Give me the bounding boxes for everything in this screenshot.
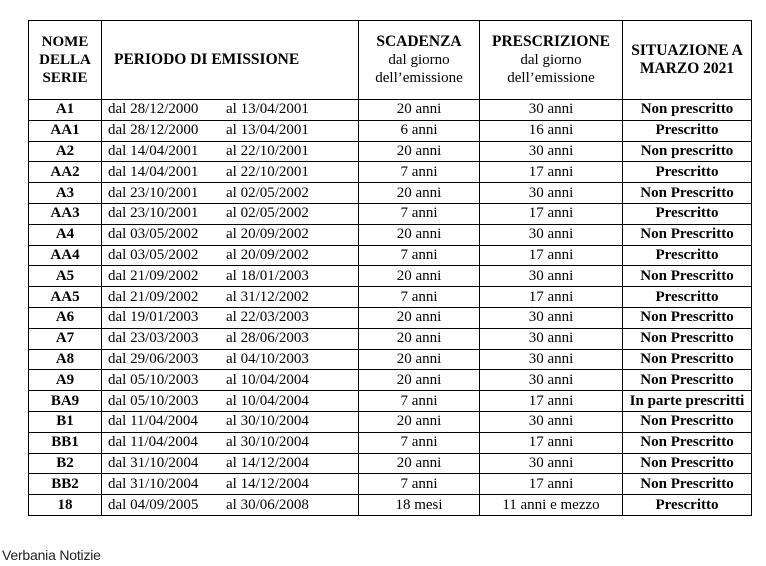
cell-periodo-dal: dal 04/09/2005 [108, 496, 199, 513]
cell-prescrizione: 17 anni [480, 432, 623, 453]
cell-serie: AA4 [29, 245, 102, 266]
cell-scadenza: 20 anni [359, 453, 480, 474]
cell-periodo-al: al 14/12/2004 [226, 454, 309, 471]
cell-periodo [102, 495, 359, 516]
cell-prescrizione: 16 anni [480, 120, 623, 141]
cell-periodo-dal: dal 28/12/2000 [108, 101, 199, 118]
cell-situazione: In parte prescritti [623, 391, 752, 412]
cell-periodo [102, 370, 359, 391]
cell-periodo [102, 224, 359, 245]
table-row [29, 266, 752, 287]
cell-scadenza: 20 anni [359, 266, 480, 287]
cell-prescrizione: 17 anni [480, 162, 623, 183]
cell-periodo-dal: dal 23/10/2001 [108, 205, 199, 222]
cell-situazione: Non Prescritto [623, 411, 752, 432]
table-row [29, 224, 752, 245]
cell-periodo [102, 453, 359, 474]
header-row [29, 21, 752, 100]
cell-periodo [102, 307, 359, 328]
cell-periodo-al: al 30/06/2008 [226, 496, 309, 513]
header-situazione-line-2: MARZO 2021 [639, 60, 735, 77]
header-situazione [623, 21, 752, 100]
cell-scadenza: 20 anni [359, 183, 480, 204]
cell-scadenza: 18 mesi [359, 495, 480, 516]
table-row [29, 370, 752, 391]
cell-serie: AA1 [29, 120, 102, 141]
cell-situazione: Prescritto [623, 120, 752, 141]
cell-scadenza: 20 anni [359, 328, 480, 349]
cell-periodo [102, 203, 359, 224]
cell-prescrizione: 30 anni [480, 328, 623, 349]
table-row [29, 411, 752, 432]
cell-serie: B1 [29, 411, 102, 432]
cell-periodo [102, 432, 359, 453]
cell-periodo-al: al 22/03/2003 [226, 309, 309, 326]
cell-periodo-dal: dal 11/04/2004 [108, 413, 198, 430]
table-row [29, 287, 752, 308]
cell-situazione: Non Prescritto [623, 432, 752, 453]
table-row [29, 432, 752, 453]
cell-situazione: Non Prescritto [623, 307, 752, 328]
cell-serie: AA5 [29, 287, 102, 308]
cell-periodo-al: al 13/04/2001 [226, 101, 309, 118]
cell-serie: A3 [29, 183, 102, 204]
table-header [29, 21, 752, 100]
cell-periodo-al: al 02/05/2002 [226, 205, 309, 222]
cell-periodo [102, 162, 359, 183]
cell-prescrizione: 30 anni [480, 307, 623, 328]
cell-scadenza: 7 anni [359, 245, 480, 266]
cell-periodo-dal: dal 23/10/2001 [108, 184, 199, 201]
cell-periodo [102, 141, 359, 162]
table-row [29, 141, 752, 162]
cell-situazione: Prescritto [623, 287, 752, 308]
cell-prescrizione: 17 anni [480, 287, 623, 308]
cell-periodo [102, 183, 359, 204]
cell-serie: AA2 [29, 162, 102, 183]
cell-periodo-dal: dal 11/04/2004 [108, 434, 198, 451]
header-periodo: PERIODO DI EMISSIONE [102, 21, 359, 100]
cell-periodo-dal: dal 28/12/2000 [108, 122, 199, 139]
cell-scadenza: 20 anni [359, 411, 480, 432]
cell-periodo [102, 349, 359, 370]
cell-situazione: Non Prescritto [623, 328, 752, 349]
cell-serie: 18 [29, 495, 102, 516]
cell-periodo-dal: dal 21/09/2002 [108, 267, 199, 284]
table-row [29, 391, 752, 412]
table-row [29, 162, 752, 183]
cell-periodo [102, 474, 359, 495]
cell-periodo-al: al 10/04/2004 [226, 392, 309, 409]
table-row [29, 328, 752, 349]
cell-prescrizione: 30 anni [480, 349, 623, 370]
cell-periodo-dal: dal 05/10/2003 [108, 371, 199, 388]
cell-periodo-al: al 30/10/2004 [226, 413, 309, 430]
cell-periodo-dal: dal 14/04/2001 [108, 142, 199, 159]
cell-periodo-dal: dal 19/01/2003 [108, 309, 199, 326]
bond-series-table [28, 20, 752, 516]
cell-serie: A7 [29, 328, 102, 349]
header-prescrizione [480, 21, 623, 100]
table-row [29, 245, 752, 266]
table-row [29, 120, 752, 141]
table-row [29, 453, 752, 474]
cell-situazione: Non Prescritto [623, 266, 752, 287]
cell-periodo-al: al 22/10/2001 [226, 142, 309, 159]
cell-periodo-dal: dal 31/10/2004 [108, 454, 199, 471]
cell-scadenza: 20 anni [359, 307, 480, 328]
cell-periodo [102, 328, 359, 349]
table-row [29, 474, 752, 495]
cell-periodo-al: al 20/09/2002 [226, 226, 309, 243]
cell-periodo [102, 391, 359, 412]
cell-scadenza: 7 anni [359, 203, 480, 224]
cell-serie: A8 [29, 349, 102, 370]
cell-serie: BB2 [29, 474, 102, 495]
cell-periodo-dal: dal 29/06/2003 [108, 350, 199, 367]
cell-periodo-al: al 10/04/2004 [226, 371, 309, 388]
cell-serie: BB1 [29, 432, 102, 453]
cell-periodo-al: al 18/01/2003 [226, 267, 309, 284]
cell-periodo-al: al 14/12/2004 [226, 475, 309, 492]
cell-situazione: Prescritto [623, 162, 752, 183]
cell-periodo-al: al 31/12/2002 [226, 288, 309, 305]
cell-situazione: Non Prescritto [623, 349, 752, 370]
cell-serie: A1 [29, 100, 102, 121]
cell-prescrizione: 30 anni [480, 141, 623, 162]
header-nome-serie [29, 21, 102, 100]
header-scadenza [359, 21, 480, 100]
cell-serie: B2 [29, 453, 102, 474]
cell-prescrizione: 17 anni [480, 391, 623, 412]
cell-prescrizione: 30 anni [480, 183, 623, 204]
cell-scadenza: 20 anni [359, 141, 480, 162]
cell-serie: A4 [29, 224, 102, 245]
header-prescrizione-sub-2: dell’emissione [507, 70, 595, 86]
cell-serie: A5 [29, 266, 102, 287]
table-row [29, 183, 752, 204]
cell-situazione: Non Prescritto [623, 474, 752, 495]
cell-periodo [102, 266, 359, 287]
cell-scadenza: 20 anni [359, 349, 480, 370]
cell-scadenza: 7 anni [359, 391, 480, 412]
table-row [29, 100, 752, 121]
cell-scadenza: 20 anni [359, 224, 480, 245]
cell-prescrizione: 30 anni [480, 370, 623, 391]
cell-periodo-dal: dal 03/05/2002 [108, 246, 199, 263]
cell-periodo-dal: dal 03/05/2002 [108, 226, 199, 243]
cell-periodo-al: al 22/10/2001 [226, 163, 309, 180]
cell-situazione: Non Prescritto [623, 370, 752, 391]
cell-prescrizione: 30 anni [480, 453, 623, 474]
cell-periodo-dal: dal 05/10/2003 [108, 392, 199, 409]
header-nome-line-1: NOME [41, 34, 89, 50]
cell-prescrizione: 17 anni [480, 203, 623, 224]
cell-situazione: Non Prescritto [623, 453, 752, 474]
cell-serie: A6 [29, 307, 102, 328]
cell-serie: AA3 [29, 203, 102, 224]
table-row [29, 203, 752, 224]
cell-periodo [102, 100, 359, 121]
cell-situazione: Non prescritto [623, 141, 752, 162]
table-row [29, 307, 752, 328]
table-row [29, 349, 752, 370]
cell-prescrizione: 30 anni [480, 100, 623, 121]
cell-prescrizione: 30 anni [480, 266, 623, 287]
cell-periodo-al: al 13/04/2001 [226, 122, 309, 139]
cell-periodo-dal: dal 23/03/2003 [108, 330, 199, 347]
header-nome-line-3: SERIE [42, 70, 88, 86]
cell-serie: A9 [29, 370, 102, 391]
cell-situazione: Non prescritto [623, 100, 752, 121]
table-body [29, 100, 752, 516]
header-nome-line-2: DELLA [39, 52, 91, 68]
cell-periodo [102, 411, 359, 432]
cell-prescrizione: 17 anni [480, 474, 623, 495]
cell-serie: A2 [29, 141, 102, 162]
header-prescrizione-sub-1: dal giorno [520, 52, 582, 68]
cell-scadenza: 7 anni [359, 162, 480, 183]
cell-situazione: Prescritto [623, 245, 752, 266]
cell-scadenza: 7 anni [359, 287, 480, 308]
cell-scadenza: 20 anni [359, 100, 480, 121]
footer-credit: Verbania Notizie [2, 547, 101, 563]
cell-scadenza: 7 anni [359, 432, 480, 453]
cell-periodo [102, 287, 359, 308]
cell-situazione: Non Prescritto [623, 224, 752, 245]
cell-periodo-al: al 20/09/2002 [226, 246, 309, 263]
table-row [29, 495, 752, 516]
cell-scadenza: 7 anni [359, 474, 480, 495]
cell-prescrizione: 30 anni [480, 224, 623, 245]
cell-periodo-al: al 28/06/2003 [226, 330, 309, 347]
header-scadenza-sub-1: dal giorno [388, 52, 450, 68]
cell-scadenza: 20 anni [359, 370, 480, 391]
header-scadenza-sub-2: dell’emissione [375, 70, 463, 86]
cell-periodo-dal: dal 21/09/2002 [108, 288, 199, 305]
header-prescrizione-title: PRESCRIZIONE [492, 33, 610, 50]
cell-periodo-dal: dal 31/10/2004 [108, 475, 199, 492]
header-situazione-line-1: SITUAZIONE A [631, 42, 743, 59]
cell-serie: BA9 [29, 391, 102, 412]
cell-situazione: Prescritto [623, 495, 752, 516]
cell-prescrizione: 17 anni [480, 245, 623, 266]
cell-situazione: Prescritto [623, 203, 752, 224]
cell-periodo-dal: dal 14/04/2001 [108, 163, 199, 180]
cell-prescrizione: 11 anni e mezzo [480, 495, 623, 516]
cell-prescrizione: 30 anni [480, 411, 623, 432]
header-scadenza-title: SCADENZA [376, 33, 462, 50]
cell-periodo [102, 120, 359, 141]
cell-periodo-al: al 04/10/2003 [226, 350, 309, 367]
cell-situazione: Non Prescritto [623, 183, 752, 204]
cell-scadenza: 6 anni [359, 120, 480, 141]
cell-periodo-al: al 30/10/2004 [226, 434, 309, 451]
cell-periodo [102, 245, 359, 266]
cell-periodo-al: al 02/05/2002 [226, 184, 309, 201]
